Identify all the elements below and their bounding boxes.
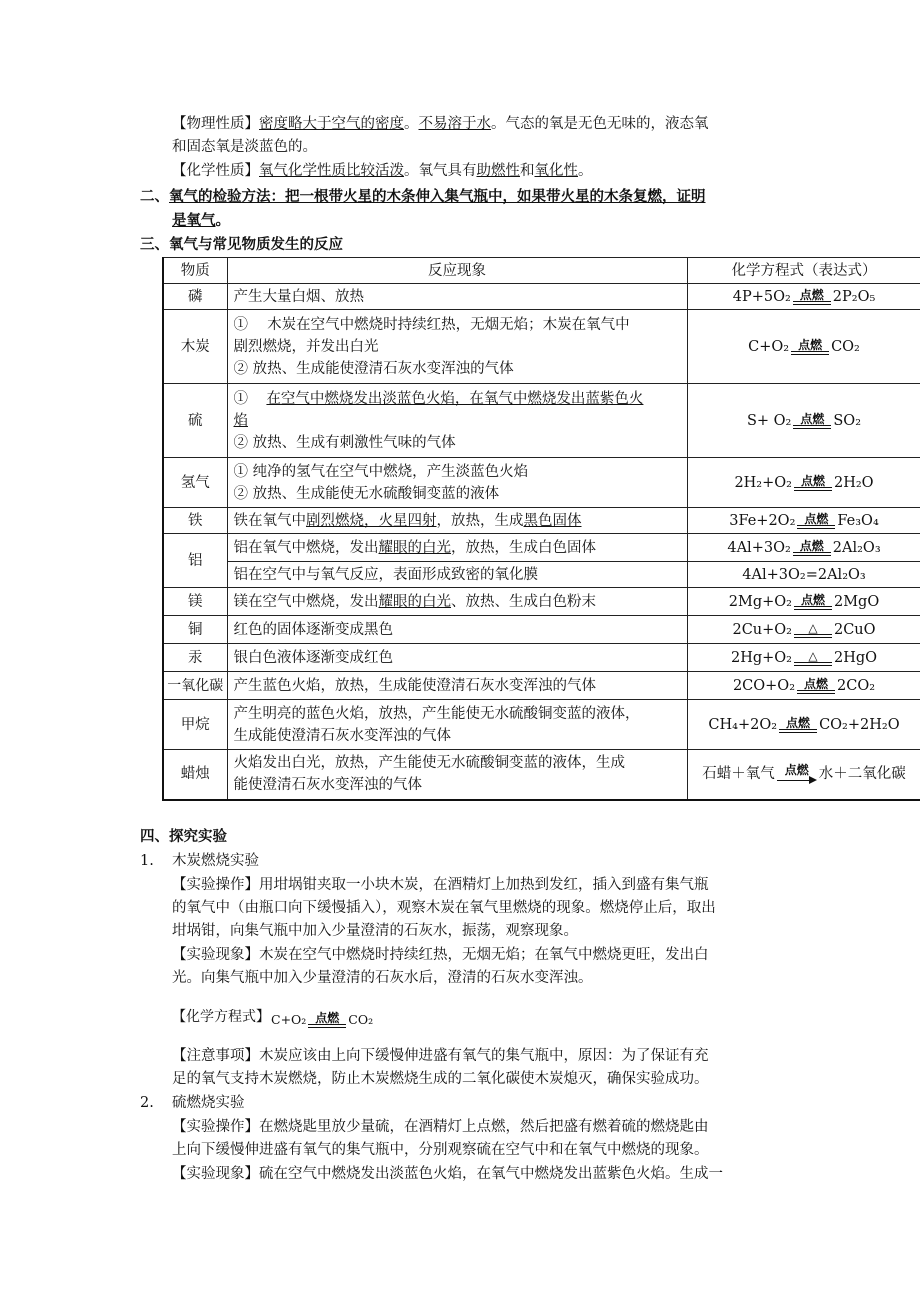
heat-condition [794,650,832,666]
exp1-equation [172,1006,373,1028]
table-row [163,672,920,700]
header-phenomenon: 反应现象 [227,258,687,284]
exp1-op-line: 【实验操作】用坩埚钳夹取一小块木炭，在酒精灯上加热到发红，插入到盛有集气瓶 [172,877,709,893]
phenomenon-underlined: 黑色固体 [523,512,582,529]
section2-heading [140,186,706,208]
equal-bar [793,552,831,556]
condition-text: △ [808,620,818,635]
exp1-op-line: 的氧气中（由瓶口向下缓慢插入），观察木炭在氧气里燃烧的现象。燃烧停止后，取出 [172,900,716,916]
equal-bar [794,662,832,666]
chemical-text1: 。氧气具有 [404,163,477,179]
table-row [163,508,920,534]
equation-rhs: 2CO₂ [837,677,876,694]
equation-rhs: 2MgO [833,593,880,610]
substance-cell: 氢气 [163,458,227,508]
exp1-note-line: 【注意事项】木炭应该由上向下缓慢伸进盛有氧气的集气瓶中，原因：为了保证有充 [172,1048,709,1064]
equation-lhs: S+ O₂ [746,412,792,429]
ignite-condition [797,678,835,694]
phenomenon-line: 火焰发出白光，放热，产生能使无水硫酸铜变蓝的液体，生成 [233,755,625,772]
phenomenon-line: ② 放热、生成能使澄清石灰水变浑浊的气体 [233,360,514,377]
exp1-phen-line: 光。向集气瓶中加入少量澄清的石灰水后，澄清的石灰水变浑浊。 [172,970,593,986]
phenomenon-line: ① 纯净的氢气在空气中燃烧，产生淡蓝色火焰 [233,463,529,480]
equal-bar [794,606,832,610]
equation-lhs: 石蜡＋氧气 [702,766,775,783]
equation-rhs: 2HgO [833,649,878,666]
equation-cell [687,616,920,644]
physical-solubility: 不易溶于水 [418,116,491,132]
condition-text: 点燃 [804,511,829,526]
equal-bar [797,690,835,694]
section2-method: 氧气的检验方法：把一根带火星的木条伸入集气瓶中，如果带火星的木条复燃，证明 [169,188,706,205]
exp1-note-line: 足的氧气支持木炭燃烧，防止木炭燃烧生成的二氧化碳使木炭熄灭，确保实验成功。 [172,1071,709,1087]
phenomenon-line [234,388,681,410]
section4-heading: 四、探究实验 [140,828,227,845]
equal-bar [308,1024,346,1028]
equation-cell [687,672,920,700]
condition-text: 点燃 [799,538,824,553]
exp1-op-line: 坩埚钳，向集气瓶中加入少量澄清的石灰水，振荡，观察现象。 [172,923,578,939]
table-row [163,588,920,616]
physical-label: 【物理性质】 [172,116,259,132]
table-row [163,562,920,588]
ignite-condition [797,513,835,529]
phenomenon-cell [227,750,687,800]
phenomenon-text: 铁在氧气中 [233,512,306,529]
equation-lhs: 2H₂+O₂ [734,474,792,491]
equation-lhs: 2Hg+O₂ [730,649,792,666]
table-row [163,310,920,384]
condition-text: 点燃 [800,473,825,488]
substance-cell: 磷 [163,284,227,310]
exp1-phen-line: 【实验现象】木炭在空气中燃烧时持续红热，无烟无焰；在氧气中燃烧更旺，发出白 [172,947,709,963]
condition-text: 点燃 [786,715,811,730]
chemical-text3: 。 [578,163,593,179]
substance-cell: 木炭 [163,310,227,384]
equation-rhs: 2P₂O₅ [832,288,876,305]
exp2-num: 2. [140,1095,154,1111]
section2-oxygen: 是氧气 [172,212,216,229]
section2-end: 。 [215,212,230,229]
phenomenon-line: 产生明亮的蓝色火焰，放热，产生能使无水硫酸铜变蓝的液体， [233,705,640,722]
condition-text: 点燃 [800,592,825,607]
equation-lhs: 3Fe+2O₂ [729,512,796,529]
phenomenon-cell: 产生大量白烟、放热 [227,284,687,310]
equation-cell [687,588,920,616]
physical-properties-line [172,113,709,135]
equation-lhs: C+O₂ [748,338,790,355]
chemical-combustion-support: 助燃性 [476,163,520,179]
phenomenon-line [234,410,681,432]
header-substance: 物质 [163,258,227,284]
physical-properties-line2: 和固态氧是淡蓝色的。 [172,139,317,155]
ignite-condition [308,1012,346,1028]
table-row [163,750,920,800]
phenomenon-text: ，放热，生成 [436,512,524,529]
substance-cell: 铁 [163,508,227,534]
equation-rhs: 水＋二氧化碳 [818,766,906,783]
condition-text: 点燃 [804,676,829,691]
exp2-op-line: 上向下缓慢伸进盛有氧气的集气瓶中，分别观察硫在空气中和在氧气中燃烧的现象。 [172,1142,709,1158]
chemical-activity: 氧气化学性质比较活泼 [259,163,404,179]
equation-lhs: 4Al+3O₂ [727,539,791,556]
equation-rhs: 2H₂O [833,474,874,491]
phenomenon-cell: 银白色液体逐渐变成红色 [227,644,687,672]
table-row [163,616,920,644]
ignite-condition [791,339,829,355]
condition-text: 点燃 [800,411,825,426]
phenomenon-underlined: 在空气中燃烧发出淡蓝色火焰，在氧气中燃烧发出蓝紫色火 [266,390,644,407]
phenomenon-cell [227,700,687,750]
equation-rhs: CO₂ [348,1012,374,1027]
ignite-condition [793,540,831,556]
phenomenon-line: 能使澄清石灰水变浑浊的气体 [233,777,422,794]
substance-cell: 甲烷 [163,700,227,750]
exp1-title: 木炭燃烧实验 [172,853,259,869]
condition-text: 点燃 [798,337,823,352]
equation-cell [687,750,920,800]
phenomenon-cell [227,310,687,384]
phenomenon-text: 镁在空气中燃烧，发出 [233,593,379,610]
section2-prefix: 二、 [140,188,169,205]
chemical-text2: 和 [520,163,535,179]
phenomenon-cell [227,534,687,562]
phenomenon-cell: 产生蓝色火焰，放热，生成能使澄清石灰水变浑浊的气体 [227,672,687,700]
reaction-table [162,257,920,801]
phenomenon-text: 铝在氧气中燃烧，发出 [233,539,379,556]
equation-lhs: 2CO+O₂ [732,677,796,694]
equation-cell [687,700,920,750]
equation-cell [687,534,920,562]
equation-rhs: CO₂+2H₂O [819,716,900,733]
phenomenon-cell [227,384,687,458]
section2-heading-line2 [172,210,230,232]
table-row [163,534,920,562]
heat-condition [794,622,832,638]
physical-sep: 。 [404,116,419,132]
equation-lhs: CH₄+2O₂ [708,716,778,733]
equation-lhs: 2Cu+O₂ [732,621,792,638]
equation-rhs: 2CuO [833,621,876,638]
substance-cell: 汞 [163,644,227,672]
equation-cell [687,458,920,508]
phenomenon-line: ② 放热、生成能使无水硫酸铜变蓝的液体 [233,485,500,502]
phenomenon-cell: 红色的固体逐渐变成黑色 [227,616,687,644]
substance-cell: 铜 [163,616,227,644]
phenomenon-line: ② 放热、生成有刺激性气味的气体 [233,434,456,451]
equal-bar [791,351,829,355]
ignite-condition [793,289,831,305]
substance-cell: 蜡烛 [163,750,227,800]
phenomenon-line: 剧烈燃烧，并发出白光 [233,338,379,355]
equation-rhs: SO₂ [833,412,862,429]
substance-cell: 铝 [163,534,227,588]
arrow-icon [777,776,817,785]
phenomenon-underlined: 焰 [233,412,248,429]
equation-rhs: CO₂ [831,338,860,355]
equation-label: 【化学方程式】 [172,1009,270,1025]
physical-density: 密度略大于空气的密度 [259,116,404,132]
condition-text: 点燃 [799,287,824,302]
equation-cell [687,284,920,310]
phenomenon-underlined: 耀眼的白光 [378,593,451,610]
chemical-label: 【化学性质】 [172,163,259,179]
equal-bar [794,487,832,491]
header-equation: 化学方程式（表达式） [687,258,920,284]
chemical-properties-line [172,160,593,182]
substance-cell: 一氧化碳 [163,672,227,700]
table-row [163,700,920,750]
phenomenon-cell [227,508,687,534]
phenomenon-line: ① 木炭在空气中燃烧时持续红热，无烟无焰；木炭在氧气中 [233,316,630,333]
substance-cell: 硫 [163,384,227,458]
table-header-row [163,258,920,284]
exp2-title: 硫燃烧实验 [172,1095,245,1111]
exp2-phen-line: 【实验现象】硫在空气中燃烧发出淡蓝色火焰，在氧气中燃烧发出蓝紫色火焰。生成一 [172,1166,723,1182]
phenomenon-text: ，放热，生成白色固体 [451,539,596,556]
physical-text: 。气态的氧是无色无味的，液态氧 [491,116,709,132]
equation-lhs: C+O₂ [271,1012,307,1027]
chemical-oxidizing: 氧化性 [534,163,578,179]
condition-text: 点燃 [784,763,809,778]
equal-bar [779,729,817,733]
equation-cell [687,644,920,672]
table-row [163,284,920,310]
section3-heading: 三、氧气与常见物质发生的反应 [140,236,343,253]
exp2-op-line: 【实验操作】在燃烧匙里放少量硫，在酒精灯上点燃，然后把盛有燃着硫的燃烧匙由 [172,1119,709,1135]
equation-lhs: 2Mg+O₂ [728,593,792,610]
phenomenon-line: 生成能使澄清石灰水变浑浊的气体 [233,727,451,744]
equal-bar [797,525,835,529]
table-row [163,458,920,508]
ignite-condition [779,717,817,733]
equation-cell [687,384,920,458]
table-row [163,384,920,458]
ignite-condition [777,764,817,785]
equation-rhs: Fe₃O₄ [837,512,879,529]
phenomenon-num: ① [233,390,248,407]
equation-cell: 4Al+3O₂=2Al₂O₃ [687,562,920,588]
phenomenon-underlined: 剧烈燃烧，火星四射 [306,512,437,529]
equal-bar [793,425,831,429]
phenomenon-underlined: 耀眼的白光 [378,539,451,556]
equation-lhs: 4P+5O₂ [732,288,791,305]
ignite-condition [794,475,832,491]
phenomenon-cell: 铝在空气中与氧气反应，表面形成致密的氧化膜 [227,562,687,588]
equation-cell [687,508,920,534]
substance-cell: 镁 [163,588,227,616]
equal-bar [793,301,831,305]
equal-bar [794,634,832,638]
ignite-condition [793,413,831,429]
phenomenon-text: 、放热、生成白色粉末 [451,593,596,610]
ignite-condition [794,594,832,610]
condition-text: 点燃 [315,1011,340,1025]
table-row [163,644,920,672]
condition-text: △ [808,648,818,663]
phenomenon-cell [227,588,687,616]
exp1-num: 1. [140,853,154,869]
phenomenon-cell [227,458,687,508]
equation-cell [687,310,920,384]
equation-rhs: 2Al₂O₃ [832,539,881,556]
